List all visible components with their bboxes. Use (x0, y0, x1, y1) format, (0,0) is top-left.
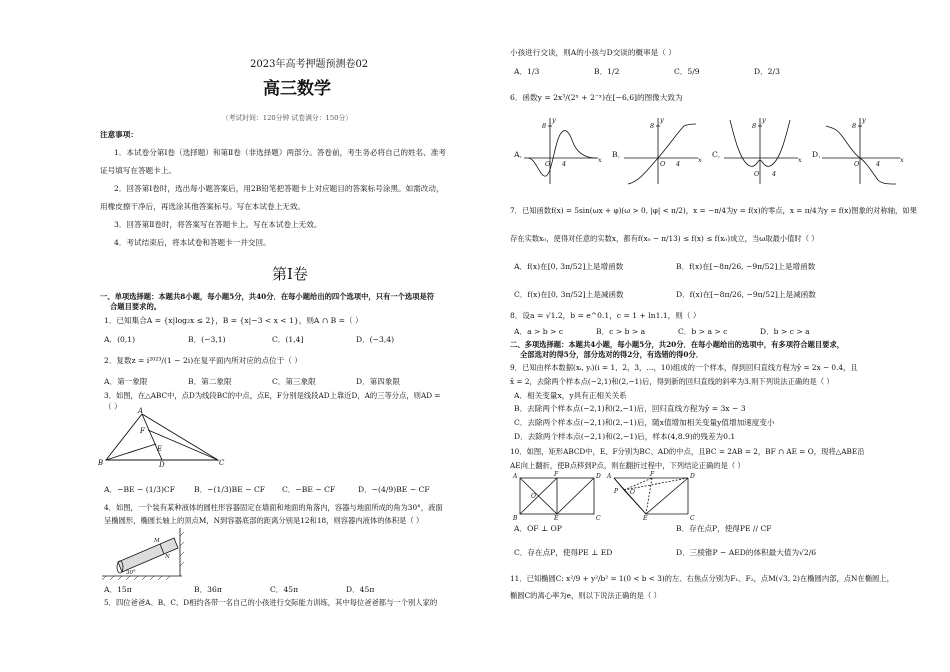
label-c: C (690, 515, 695, 522)
section2-line: 全部选对的得5分，部分选对的得2分，有选错的得0分． (520, 350, 704, 359)
q3-option-c[interactable]: C．−BE − CF (282, 485, 336, 494)
q4-cylinder-figure (102, 528, 194, 580)
q9-option-c[interactable]: C．去除两个样本点(−2,1)和(2,−1)后，随x值增加相关变量y值增加速度变小 (514, 418, 775, 427)
q6-graph-c (724, 116, 804, 186)
label-d: D (596, 473, 601, 480)
segment-be (106, 444, 156, 460)
q2-option-d[interactable]: D．第四象限 (356, 377, 401, 386)
note-line: 4．考试结束后，将本试卷和答题卡一并交回。 (114, 238, 271, 247)
q3-triangle-figure (98, 407, 225, 469)
q8-option-c[interactable]: C．b > a > c (678, 327, 728, 336)
q9-option-a[interactable]: A．相关变量x，y具有正相关关系 (514, 391, 627, 400)
subject-title: 高三数学 (263, 79, 331, 99)
label-c: C (596, 515, 601, 522)
label-p: P (614, 488, 619, 495)
q7-stem: 7．已知函数f(x) = 5sin(ωx + φ)(ω > 0, |φ| < π/2)，x = −π/4为y = f(x)的零点，x = π/4为y = f(x)图象的对称轴，如果 (510, 206, 917, 215)
exam-title: 2023年高考押题预测卷02 (250, 59, 369, 70)
q2-options (104, 376, 440, 387)
q10-option-b[interactable]: B．存在点P，使得PE // CF (676, 524, 772, 533)
label-n: N (165, 554, 170, 560)
tick-8: 8 (650, 122, 655, 130)
note-line: 证号填写在答题卡上。 (100, 166, 176, 175)
q2-stem: 2．复数z = i²⁰²³/(1 − 2i)在复平面内所对应的点位于（ ） (104, 356, 302, 365)
q6-graph-d (822, 116, 906, 186)
axis-x: x (900, 156, 904, 164)
q4-option-c[interactable]: C．45π (270, 585, 299, 594)
label-b: B (513, 515, 518, 522)
q7-option-a[interactable]: A．f(x)在[0, 3π/52]上是增函数 (514, 262, 624, 271)
label-d: D (690, 473, 695, 480)
q4-option-a[interactable]: A．15π (104, 585, 132, 594)
axis-x: x (698, 156, 702, 164)
q8-option-d[interactable]: D．b > c > a (760, 327, 810, 336)
axis-y: y (762, 116, 766, 124)
label-a: A (607, 473, 612, 480)
q5-option-c[interactable]: C．5/9 (674, 67, 700, 76)
q8-stem: 8．设a = √1.2，b = e^0.1，c = 1 + ln1.1，则（ ） (510, 311, 701, 320)
tick-4: 4 (562, 160, 567, 168)
q3-options (104, 484, 450, 495)
label-b: B (98, 459, 104, 467)
q8-option-b[interactable]: B．c > b > a (596, 327, 646, 336)
tick-8: 8 (852, 122, 857, 130)
axis-x: x (798, 156, 802, 164)
q4-option-d[interactable]: D．45π (346, 585, 375, 594)
q11-stem: 椭圆C的离心率为e，则以下说法正确的是（ ） (510, 591, 661, 600)
q7-option-c[interactable]: C．f(x)在[0, 3π/52]上是减函数 (514, 290, 624, 299)
origin: O (854, 160, 860, 168)
label-o: O (531, 493, 536, 500)
origin: O (545, 160, 551, 168)
q6-option-a[interactable]: A． (514, 150, 528, 159)
q1-options (104, 334, 440, 345)
section1-line: 合题目要求的。 (110, 302, 162, 311)
q1-stem: 1．已知集合A = {x|log₂x ≤ 2}，B = {x|−3 < x < 1}，则A ∩ B =（ ） (104, 316, 363, 325)
q3-option-d[interactable]: D．−(4/9)BE − CF (358, 485, 430, 494)
q2-option-c[interactable]: C．第三象限 (272, 377, 316, 386)
q10-option-a[interactable]: A．OF ⊥ OP (514, 524, 562, 533)
q2-option-a[interactable]: A．第一象限 (104, 377, 148, 386)
note-line: 1．本试卷分第Ⅰ卷（选择题）和第Ⅱ卷（非选择题）两部分。答卷前，考生务必将自己的姓名、准考 (114, 148, 446, 157)
axis-y: y (862, 116, 866, 124)
label-m: M (154, 538, 160, 544)
q9-option-b[interactable]: B．去除两个样本点(−2,1)和(2,−1)后，回归直线方程为ŷ = 3x − 3 (514, 404, 746, 413)
q7-option-b[interactable]: B．f(x)在[−8π/26, −9π/52]上是增函数 (676, 262, 816, 271)
q7-option-d[interactable]: D．f(x)在[−8π/26, −9π/52]上是减函数 (676, 290, 816, 299)
axis-x: x (598, 156, 602, 164)
q10-option-c[interactable]: C．存在点P，使得PE ⊥ ED (514, 548, 613, 557)
q10-stem: 10．如图，矩形ABCD中，E、F分别为BC、AD的中点，且BC = 2AB = 2，BF ∩ AE = O，现将△ABE沿 (510, 447, 865, 456)
label-a: A (513, 473, 518, 480)
q2-option-b[interactable]: B．第二象限 (188, 377, 232, 386)
origin: O (660, 160, 666, 168)
section1-line: 一、单项选择题：本题共8小题，每小题5分，共40分．在每小题给出的四个选项中，只有一个选项是符 (100, 292, 435, 301)
axis-y: y (660, 116, 664, 124)
notes-heading: 注意事项： (100, 130, 138, 139)
tick-8: 8 (752, 122, 757, 130)
q3-stem: 3．如图，在△ABC中，点D为线段BC的中点，点E，F分别是线段AD上靠近D，A的三等分点，则AD = (104, 391, 441, 400)
q5-stem-cont: 小孩进行交谈，则A的小孩与D交谈的概率是（ ） (510, 48, 676, 57)
q10-folded-figure (607, 471, 695, 522)
q6-stem: 6．函数y = 2x³/(2ˣ + 2⁻ˣ)在[−6,6]的图像大致为 (510, 93, 683, 102)
q5-option-d[interactable]: D．2/3 (754, 67, 780, 76)
q8-option-a[interactable]: A．a > b > c (514, 327, 564, 336)
q9-stem: 9．已知由样本数据(xᵢ, yᵢ)(i = 1，2，3，…，10)组成的一个样本，得到回归直线方程为ŷ = 2x − 0.4，且 (510, 363, 858, 372)
q7-stem: 存在实数x₀，使得对任意的实数x，都有f(x₀ − π/13) ≤ f(x) ≤ f(x₀)成立，当ω取最小值时（ ） (510, 234, 819, 243)
q3-option-b[interactable]: B．−(1/3)BE − CF (194, 485, 266, 494)
part1-title: 第Ⅰ卷 (272, 265, 308, 283)
label-e: E (157, 445, 163, 453)
origin: O (754, 170, 760, 178)
q1-option-b[interactable]: B．(−3,1) (188, 335, 226, 344)
note-line: 3．回答第Ⅱ卷时，将答案写在答题卡上。写在本试卷上无效。 (114, 220, 322, 229)
q6-option-c[interactable]: C． (712, 150, 726, 159)
label-f: F (140, 427, 145, 435)
median-ad (142, 414, 162, 460)
q4-stem: 4．如图，一个装有某种液体的圆柱形容器固定在墙面和地面的角落内，容器与地面所成的角为30°，液面 (104, 503, 443, 512)
label-angle: 30° (126, 570, 136, 576)
q8-options (514, 326, 842, 337)
q9-option-d[interactable]: D．去除两个样本点(−2,1)和(2,−1)后，样本(4,8.9)的残差为0.1 (514, 432, 736, 441)
q1-option-c[interactable]: C．(1,4] (272, 335, 304, 344)
q4-stem: 呈椭圆形，椭圆长轴上的顶点M，N到容器底部的距离分别是12和18，则容器内液体的体积是（ ） (104, 516, 424, 525)
q10-option-d[interactable]: D．三棱锥P − AED的体积最大值为√2/6 (676, 548, 817, 557)
note-line: 2．回答第Ⅰ卷时，选出每小题答案后，用2B铅笔把答题卡上对应题目的答案标号涂黑。如需改动， (114, 184, 444, 193)
time-info: （考试时间：120分钟 试卷满分：150分） (222, 114, 353, 122)
q5-stem: 5．四位爸爸A、B、C、D相约各带一名自己的小孩进行交际能力训练，其中每位爸爸都与一个别人家的 (104, 598, 438, 607)
tick-8: 8 (542, 122, 547, 130)
label-e: E (554, 515, 559, 522)
q5-option-b[interactable]: B．1/2 (594, 67, 620, 76)
q9-stem: x̄ = 2，去除两个样本点(−2,1)和(2,−1)后，得到新的回归直线的斜率为3.则下列说法正确的是（ ） (510, 377, 834, 386)
label-e: E (643, 515, 648, 522)
tick-4: 4 (676, 160, 681, 168)
tick-4: 4 (772, 170, 777, 178)
q3-option-a[interactable]: A．−BE − (1/3)CF (104, 485, 175, 494)
q5-option-a[interactable]: A．1/3 (514, 67, 540, 76)
label-f: F (650, 471, 655, 478)
q4-option-b[interactable]: B．36π (194, 585, 222, 594)
q1-option-d[interactable]: D．(−3,4) (356, 335, 395, 344)
q5-options (514, 66, 834, 77)
axis-y: y (552, 116, 556, 124)
q3-stem-paren: （ ） (104, 402, 122, 411)
q6-graph-a (524, 116, 604, 186)
note-line: 用橡皮擦干净后，再选涂其他答案标号。写在本试卷上无效。 (100, 202, 306, 211)
label-f: F (554, 471, 559, 478)
q10-stem: AE向上翻折，使B点移到P点，则在翻折过程中，下列结论正确的是（ ） (510, 461, 745, 470)
q6-graph-b (624, 116, 704, 186)
label-d: D (159, 461, 165, 469)
label-a: A (138, 407, 144, 415)
q10-rectangle-figure (513, 471, 601, 522)
section2-line: 二、多项选择题：本题共4小题，每小题5分，共20分．在每小题给出的选项中，有多项符合题目要求， (510, 340, 845, 349)
q1-option-a[interactable]: A．(0,1) (104, 335, 136, 344)
q6-option-b[interactable]: B． (612, 150, 626, 159)
label-o: O (630, 489, 635, 496)
tick-4: 4 (876, 160, 881, 168)
q6-option-d[interactable]: D． (812, 150, 826, 159)
q11-stem: 11．已知椭圆C: x²/9 + y²/b² = 1(0 < b < 3)的左、右焦点分别为F₁、F₂，点M(√3, 2)在椭圆内部，点N在椭圆上， (510, 574, 894, 583)
q4-options (104, 584, 422, 595)
label-c: C (219, 459, 225, 467)
